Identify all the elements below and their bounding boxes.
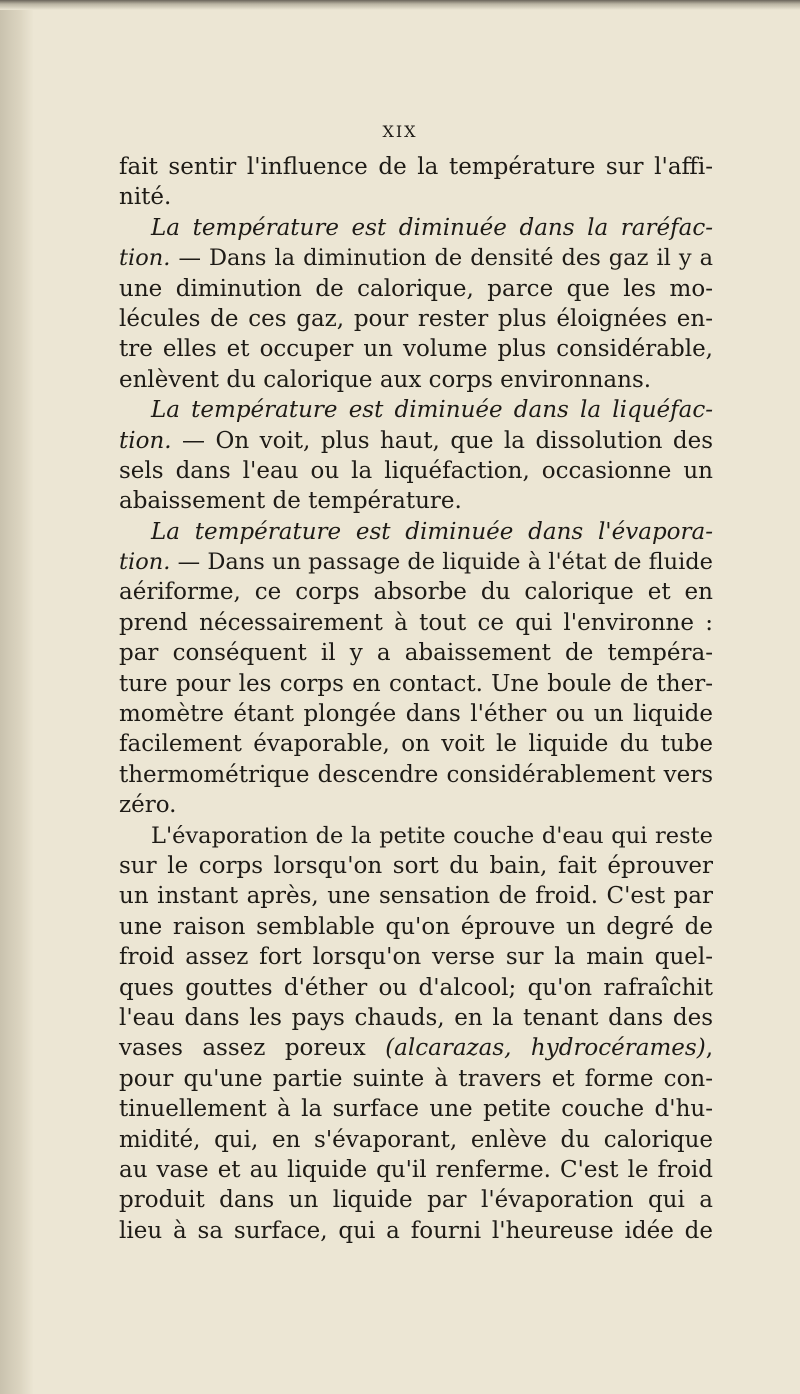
- text-line: [119, 182, 713, 212]
- text-line: [119, 1216, 713, 1246]
- text-segment: — On voit, plus haut, que la dissolution des: [171, 427, 713, 454]
- text-line: [119, 456, 713, 486]
- text-line: [119, 699, 713, 729]
- text-line: [119, 304, 713, 334]
- text-line: [119, 486, 713, 516]
- text-segment: une diminution de calorique, parce que les mo-: [119, 275, 713, 302]
- text-line: [119, 213, 713, 243]
- text-segment: ques gouttes d'éther ou d'alcool; qu'on rafraîchit: [119, 974, 713, 1001]
- text-segment: tre elles et occuper un volume plus considérable,: [119, 336, 713, 363]
- text-line: [119, 426, 713, 456]
- text-line: [119, 152, 713, 182]
- text-line: [119, 729, 713, 759]
- text-line: [119, 669, 713, 699]
- text-segment: lécules de ces gaz, pour rester plus éloignées en-: [119, 305, 713, 332]
- text-line: [119, 547, 713, 577]
- text-segment: aériforme, ce corps absorbe du calorique et en: [119, 579, 713, 606]
- page-gutter-shadow: [0, 0, 34, 1394]
- body-text: [119, 152, 713, 1246]
- text-line: [119, 973, 713, 1003]
- italic-segment: La température est diminuée dans l'évapora-: [151, 518, 713, 545]
- text-segment: l'eau dans les pays chauds, en la tenant dans des: [119, 1004, 713, 1031]
- text-segment: tinuellement à la surface une petite couche d'hu-: [119, 1096, 713, 1123]
- text-line: [119, 912, 713, 942]
- text-line: [119, 1155, 713, 1185]
- text-segment: midité, qui, en s'évaporant, enlève du calorique: [119, 1126, 713, 1153]
- text-segment: sels dans l'eau ou la liquéfaction, occasionne un: [119, 457, 713, 484]
- text-segment: — Dans la diminution de densité des gaz il y a: [170, 245, 713, 272]
- text-segment: un instant après, une sensation de froid. C'est par: [119, 883, 713, 910]
- text-line: [119, 1064, 713, 1094]
- text-segment: une raison semblable qu'on éprouve un degré de: [119, 913, 713, 940]
- text-segment: momètre étant plongée dans l'éther ou un liquide: [119, 701, 713, 728]
- text-segment: produit dans un liquide par l'évaporation qui a: [119, 1187, 713, 1214]
- text-line: [119, 1185, 713, 1215]
- text-line: [119, 821, 713, 851]
- text-line: [119, 274, 713, 304]
- text-line: [119, 243, 713, 273]
- text-segment: sur le corps lorsqu'on sort du bain, fait éprouver: [119, 852, 713, 879]
- text-line: [119, 395, 713, 425]
- italic-segment: La température est diminuée dans la liquéfac-: [151, 397, 713, 424]
- text-line: [119, 1094, 713, 1124]
- text-segment: prend nécessairement à tout ce qui l'environne :: [119, 609, 713, 636]
- text-line: [119, 517, 713, 547]
- text-segment: ture pour les corps en contact. Une boule de ther-: [119, 670, 713, 697]
- text-line: [119, 638, 713, 668]
- text-segment: pour qu'une partie suinte à travers et forme con-: [119, 1065, 713, 1092]
- text-segment: lieu à sa surface, qui a fourni l'heureuse idée de: [119, 1217, 713, 1244]
- italic-segment: tion.: [119, 245, 171, 272]
- text-line: [119, 760, 713, 790]
- text-line: [119, 577, 713, 607]
- text-segment: par conséquent il y a abaissement de tempéra-: [119, 640, 713, 667]
- page-number: XIX: [382, 122, 418, 141]
- text-line: [119, 1003, 713, 1033]
- italic-segment: (alcarazas, hydrocérames): [385, 1035, 706, 1062]
- text-line: [119, 1125, 713, 1155]
- text-line: [119, 851, 713, 881]
- page-top-shadow: [0, 0, 800, 10]
- text-line: [119, 790, 713, 820]
- text-segment: froid assez fort lorsqu'on verse sur la main quel-: [119, 944, 713, 971]
- text-line: [119, 365, 713, 395]
- text-line: [119, 608, 713, 638]
- text-segment: zéro.: [119, 792, 177, 819]
- text-line: [119, 334, 713, 364]
- italic-segment: tion.: [119, 427, 172, 454]
- text-segment: L'évaporation de la petite couche d'eau qui reste: [151, 822, 713, 849]
- italic-segment: tion.: [119, 549, 171, 576]
- text-segment: abaissement de température.: [119, 488, 462, 515]
- text-segment: ,: [705, 1035, 713, 1062]
- text-segment: — Dans un passage de liquide à l'état de fluide: [170, 549, 713, 576]
- text-line: [119, 881, 713, 911]
- italic-segment: La température est diminuée dans la raréfac-: [151, 214, 713, 241]
- text-segment: enlèvent du calorique aux corps environnans.: [119, 366, 652, 393]
- text-segment: facilement évaporable, on voit le liquide du tube: [119, 731, 713, 758]
- text-segment: nité.: [119, 184, 172, 211]
- text-segment: vases assez poreux: [119, 1035, 386, 1062]
- text-line: [119, 1033, 713, 1063]
- text-segment: au vase et au liquide qu'il renferme. C'est le froid: [119, 1156, 713, 1183]
- text-segment: thermométrique descendre considérablement vers: [119, 761, 713, 788]
- text-segment: fait sentir l'influence de la température sur l'affi-: [119, 154, 713, 180]
- text-line: [119, 942, 713, 972]
